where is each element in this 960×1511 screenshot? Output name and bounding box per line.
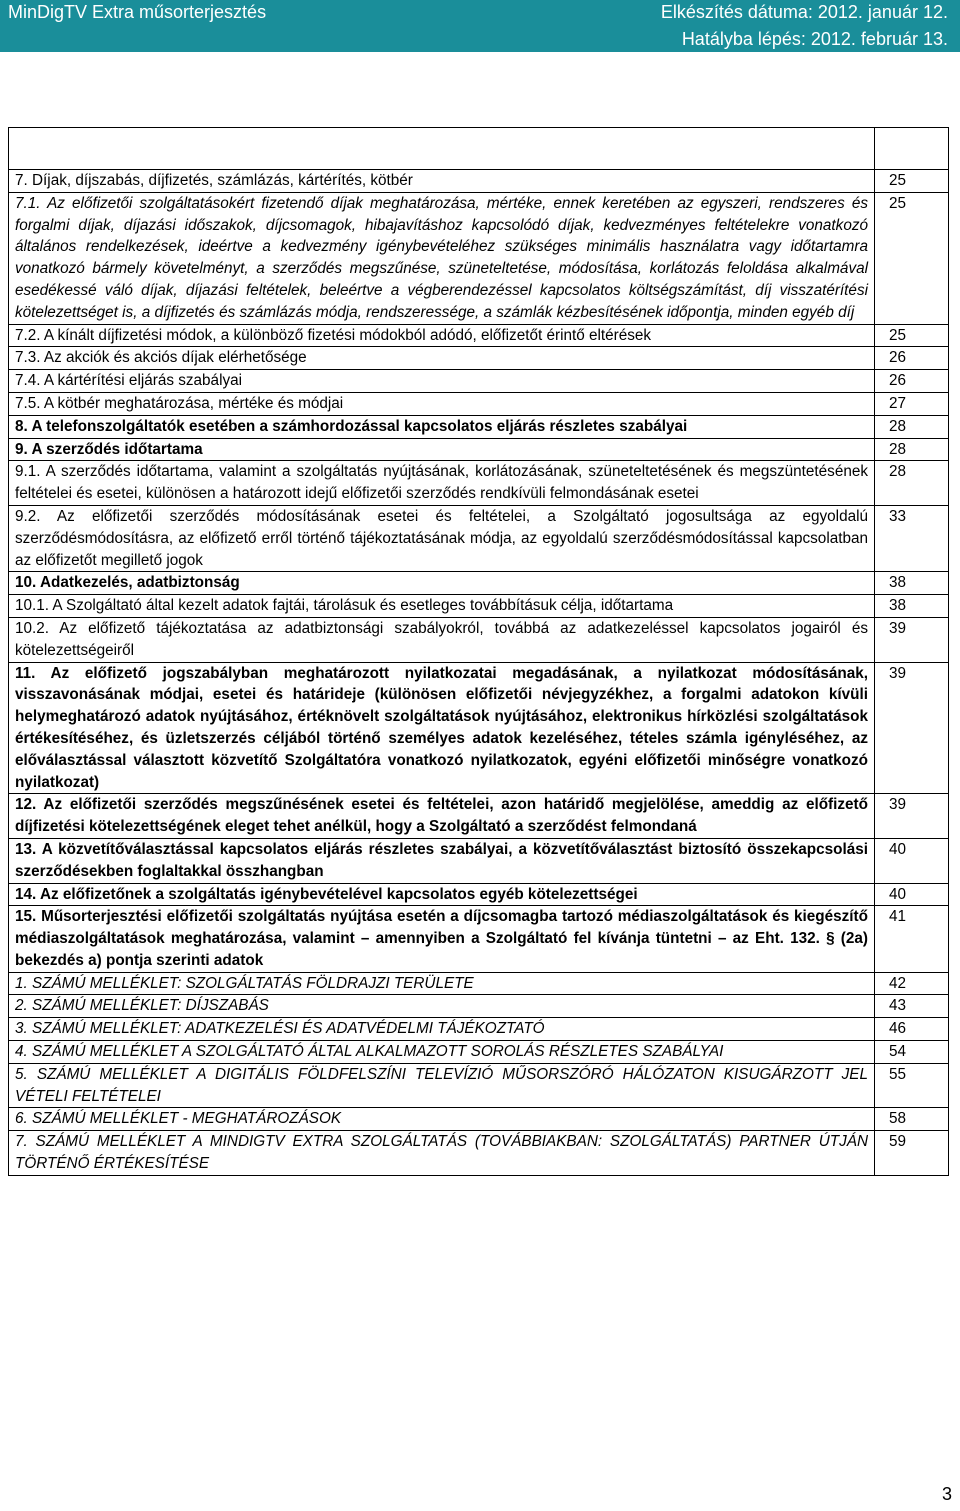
toc-entry-title: 7. SZÁMÚ MELLÉKLET A MINDIGTV EXTRA SZOLGÁLTATÁS (TOVÁBBIAKBAN: SZOLGÁLTATÁS) PARTNER ÚTJÁN TÖRTÉNŐ ÉRTÉKESÍTÉSE: [9, 1131, 875, 1176]
page-number: 3: [941, 1484, 952, 1504]
header-title: MinDigTV Extra műsorterjesztés: [8, 2, 267, 22]
table-of-contents: [8, 127, 949, 1176]
header-effective-date: Hatályba lépés: 2012. február 13.: [681, 29, 948, 49]
toc-entry-page: 41: [875, 906, 949, 972]
toc-row: [9, 461, 949, 506]
toc-entry-title: 14. Az előfizetőnek a szolgáltatás igénybevételével kapcsolatos egyéb kötelezettségei: [9, 883, 875, 906]
toc-entry-title: 2. SZÁMÚ MELLÉKLET: DÍJSZABÁS: [9, 995, 875, 1018]
toc-row: [9, 192, 949, 324]
toc-row: [9, 438, 949, 461]
toc-entry-page: 40: [875, 883, 949, 906]
toc-entry-page: 55: [875, 1063, 949, 1108]
toc-row: [9, 617, 949, 662]
toc-entry-title: 11. Az előfizető jogszabályban meghatározott nyilatkozatai megadásának, a nyilatkozat módosításának, visszavonásának módjai, esetei és határideje (különösen előfizetői névjegyzékhez, a forgalmi adatokon kívüli helymeghatározó adatok nyújtásához, értéknövelt szolgáltatások nyújtásához, elektronikus hírközlési szolgáltatások értékesítéséhez, és üzletszerzés céljából történő személyes adatok kezeléséhez, tételes számla igényléséhez, az előválasztással választott közvetítő Szolgáltatóra vonatkozó nyilatkozatok, egyéni előfizetői minőségre vonatkozó nyilatkozat): [9, 662, 875, 794]
toc-entry-page: 58: [875, 1108, 949, 1131]
toc-row: [9, 1108, 949, 1131]
toc-entry-title: 1. SZÁMÚ MELLÉKLET: SZOLGÁLTATÁS FÖLDRAJZI TERÜLETE: [9, 972, 875, 995]
toc-entry-title: 3. SZÁMÚ MELLÉKLET: ADATKEZELÉSI ÉS ADATVÉDELMI TÁJÉKOZTATÓ: [9, 1018, 875, 1041]
toc-entry-page: 54: [875, 1041, 949, 1064]
toc-entry-page: 42: [875, 972, 949, 995]
toc-row: [9, 324, 949, 347]
toc-entry-title: 4. SZÁMÚ MELLÉKLET A SZOLGÁLTATÓ ÁLTAL ALKALMAZOTT SOROLÁS RÉSZLETES SZABÁLYAI: [9, 1041, 875, 1064]
toc-row: [9, 662, 949, 794]
toc-entry-title: 10.1. A Szolgáltató által kezelt adatok fajtái, tárolásuk és esetleges továbbításuk célja, időtartama: [9, 595, 875, 618]
toc-entry-title: 13. A közvetítőválasztással kapcsolatos eljárás részletes szabályai, a közvetítőválasztást biztosító összekapcsolási szerződésekben foglaltakkal összhangban: [9, 838, 875, 883]
toc-entry-page: 28: [875, 438, 949, 461]
toc-entry-page: 25: [875, 170, 949, 193]
toc-entry-page: 38: [875, 572, 949, 595]
toc-empty-cell: [9, 128, 875, 170]
toc-entry-title: 15. Műsorterjesztési előfizetői szolgáltatás nyújtása esetén a díjcsomagba tartozó médiaszolgáltatások és kiegészítő médiaszolgáltatások meghatározása, valamint – amennyiben a Szolgáltató fel kívánja tüntetni – az Eht. 132. § (2a) bekezdés a) pontja szerinti adatok: [9, 906, 875, 972]
toc-row: [9, 1018, 949, 1041]
toc-entry-page: 39: [875, 662, 949, 794]
toc-entry-title: 7.4. A kártérítési eljárás szabályai: [9, 370, 875, 393]
toc-entry-page: 28: [875, 415, 949, 438]
toc-row: [9, 415, 949, 438]
toc-row: [9, 505, 949, 571]
toc-empty-row: [9, 128, 949, 170]
toc-entry-title: 9. A szerződés időtartama: [9, 438, 875, 461]
toc-entry-title: 7. Díjak, díjszabás, díjfizetés, számlázás, kártérítés, kötbér: [9, 170, 875, 193]
toc-entry-page: 33: [875, 505, 949, 571]
toc-entry-page: 59: [875, 1131, 949, 1176]
toc-entry-page: 25: [875, 324, 949, 347]
toc-row: [9, 572, 949, 595]
toc-entry-title: 6. SZÁMÚ MELLÉKLET - MEGHATÁROZÁSOK: [9, 1108, 875, 1131]
document-header: [0, 0, 960, 52]
toc-entry-title: 8. A telefonszolgáltatók esetében a számhordozással kapcsolatos eljárás részletes szabályai: [9, 415, 875, 438]
toc-entry-page: 26: [875, 347, 949, 370]
toc-entry-title: 9.2. Az előfizetői szerződés módosításának esetei és feltételei, a Szolgáltató jogosultsága az egyoldalú szerződésmódosításra, az előfizető erről történő tájékoztatásának módja, az egyoldalú szerződésmódosítással kapcsolatban az előfizetőt megillető jogok: [9, 505, 875, 571]
toc-entry-title: 7.1. Az előfizetői szolgáltatásokért fizetendő díjak meghatározása, mértéke, ennek keretében az egyszeri, rendszeres és forgalmi díjak, díjazási időszakok, díjcsomagok, hibajavításhoz kapcsolódó díjak, kedvezményes feltételekre vonatkozó általános rendelkezések, ideértve a kedvezmény igénybevételéhez szükséges minimális használatra vagy időtartamra vonatkozó bármely követelményt, a szerződés megszűnése, szüneteltetése, módosítása, korlátozás feloldása alkalmával esedékessé váló díjak, díjazási feltételek, beleértve a végberendezéssel kapcsolatos költségszámítást, díj visszatérítési kötelezettséget is, a díjfizetés és számlázás módja, rendszeressége, a számlák kézbesítésének időpontja, minden egyéb díj: [9, 192, 875, 324]
toc-entry-title: 7.2. A kínált díjfizetési módok, a különböző fizetési módokból adódó, előfizetőt érintő eltérések: [9, 324, 875, 347]
toc-entry-page: 39: [875, 617, 949, 662]
toc-entry-title: 10. Adatkezelés, adatbiztonság: [9, 572, 875, 595]
toc-entry-page: 28: [875, 461, 949, 506]
toc-entry-title: 7.3. Az akciók és akciós díjak elérhetősége: [9, 347, 875, 370]
toc-row: [9, 906, 949, 972]
toc-row: [9, 370, 949, 393]
toc-row: [9, 838, 949, 883]
toc-row: [9, 1063, 949, 1108]
toc-row: [9, 883, 949, 906]
toc-entry-page: 46: [875, 1018, 949, 1041]
toc-row: [9, 995, 949, 1018]
toc-row: [9, 794, 949, 839]
toc-entry-page: 25: [875, 192, 949, 324]
toc-row: [9, 170, 949, 193]
toc-entry-title: 10.2. Az előfizető tájékoztatása az adatbiztonsági szabályokról, továbbá az adatkezeléssel kapcsolatos jogairól és kötelezettségeiről: [9, 617, 875, 662]
toc-empty-page-cell: [875, 128, 949, 170]
toc-entry-page: 43: [875, 995, 949, 1018]
toc-entry-page: 27: [875, 392, 949, 415]
toc-row: [9, 595, 949, 618]
toc-row: [9, 347, 949, 370]
toc-entry-title: 12. Az előfizetői szerződés megszűnésének esetei és feltételei, azon határidő megjelölése, ameddig az előfizető díjfizetési kötelezettségének eleget tehet anélkül, hogy a Szolgáltató a szerződést felmondaná: [9, 794, 875, 839]
toc-entry-title: 9.1. A szerződés időtartama, valamint a szolgáltatás nyújtásának, korlátozásának, szüneteltetésének és megszüntetésének feltételei és esetei, különösen a határozott idejű előfizetői szerződés rendkívüli felmondásának esetei: [9, 461, 875, 506]
toc-row: [9, 1041, 949, 1064]
toc-entry-title: 7.5. A kötbér meghatározása, mértéke és módjai: [9, 392, 875, 415]
toc-entry-page: 38: [875, 595, 949, 618]
toc-entry-page: 39: [875, 794, 949, 839]
header-created-date: Elkészítés dátuma: 2012. január 12.: [660, 2, 948, 22]
toc-entry-title: 5. SZÁMÚ MELLÉKLET A DIGITÁLIS FÖLDFELSZÍNI TELEVÍZIÓ MŰSORSZÓRÓ HÁLÓZATON KISUGÁRZOTT JEL VÉTELI FELTÉTELEI: [9, 1063, 875, 1108]
toc-entry-page: 26: [875, 370, 949, 393]
toc-row: [9, 392, 949, 415]
toc-row: [9, 1131, 949, 1176]
toc-entry-page: 40: [875, 838, 949, 883]
toc-row: [9, 972, 949, 995]
